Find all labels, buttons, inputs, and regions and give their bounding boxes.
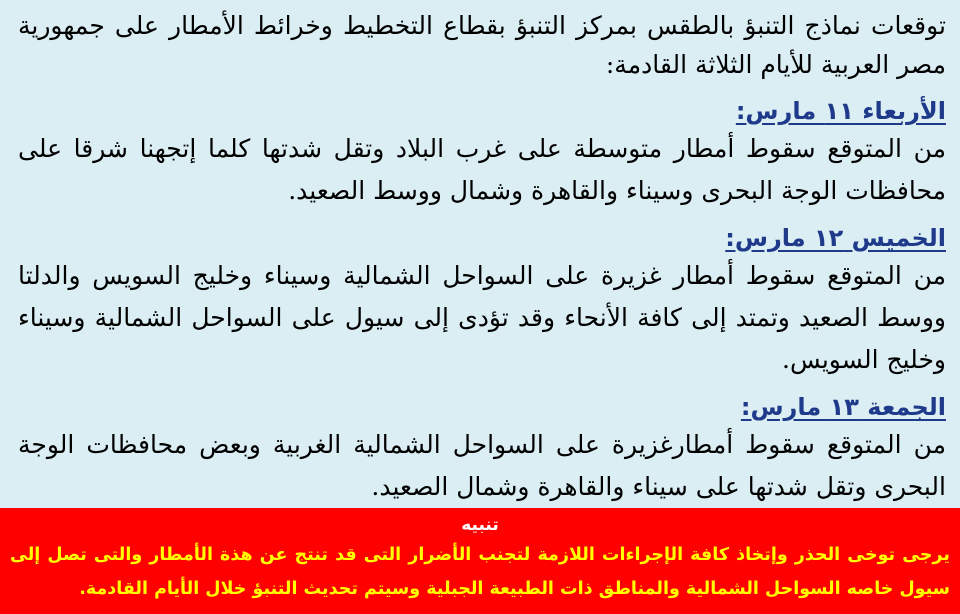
day-text: من المتوقع سقوط أمطارغزيرة على السواحل الشمالية الغربية وبعض محافظات الوجة البحرى وتقل شدتها على سيناء والقاهرة وشمال الصعيد. <box>18 430 946 501</box>
warning-title: تنبيه <box>461 515 499 535</box>
warning-banner <box>0 508 960 614</box>
day-forecast-friday <box>18 390 946 508</box>
day-forecast-thursday <box>18 221 946 381</box>
day-text: من المتوقع سقوط أمطار متوسطة على غرب البلاد وتقل شدتها كلما إتجهنا شرقا على محافظات الوجة البحرى وسيناء والقاهرة وشمال ووسط الصعيد. <box>18 134 946 205</box>
forecast-content <box>18 6 946 517</box>
day-forecast-wednesday <box>18 94 946 212</box>
intro-text: توقعات نماذج التنبؤ بالطقس بمركز التنبؤ بقطاع التخطيط وخرائط الأمطار على جمهورية مصر العربية للأيام الثلاثة القادمة: <box>18 11 946 79</box>
day-title: الخميس ١٢ مارس: <box>725 224 946 252</box>
day-title: الجمعة ١٣ مارس: <box>740 393 946 421</box>
day-title: الأربعاء ١١ مارس: <box>735 97 946 125</box>
warning-text: يرجى توخى الحذر وإتخاذ كافة الإجراءات اللازمة لتجنب الأضرار التى قد تنتج عن هذة الأمطار والتى تصل إلى سيول خاصه السواحل الشمالية والمناطق ذات الطبيعة الجبلية وسيتم تحديث التنبؤ خلال الأيام القادمة. <box>10 545 950 599</box>
day-text: من المتوقع سقوط أمطار غزيرة على السواحل الشمالية وسيناء وخليج السويس والدلتا ووسط الصعيد وتمتد إلى كافة الأنحاء وقد تؤدى إلى سيول على السواحل الشمالية وسيناء وخليج السويس. <box>18 261 946 374</box>
